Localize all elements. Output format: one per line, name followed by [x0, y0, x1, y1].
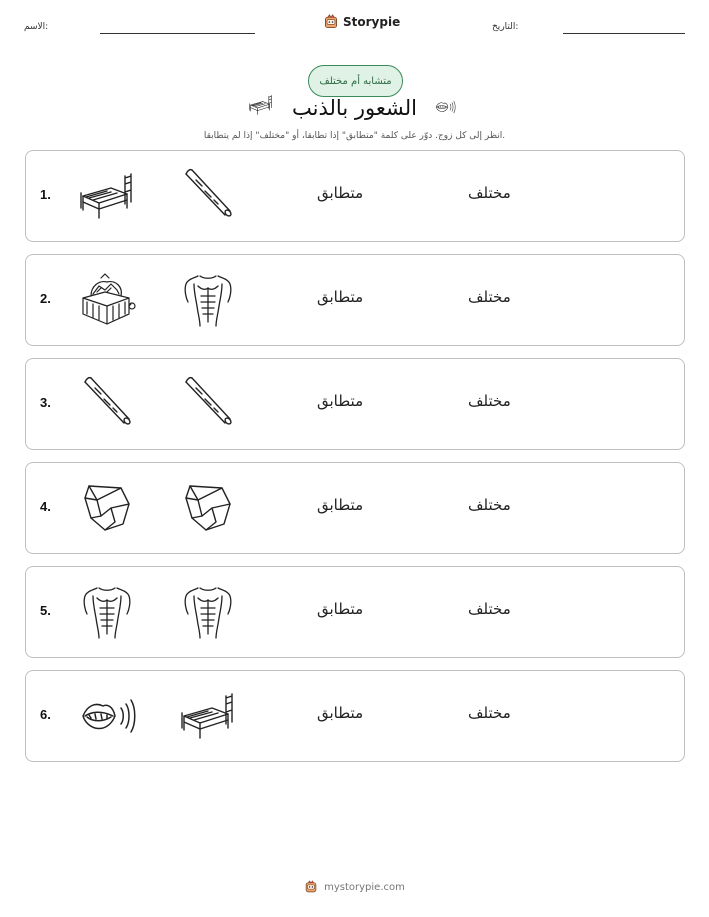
row-card	[25, 358, 685, 450]
activity-badge: متشابه أم مختلف	[308, 65, 403, 97]
torso-icon	[178, 582, 238, 642]
speaking-mouth-icon	[432, 96, 458, 118]
row-number: 5.	[40, 603, 51, 618]
page-title: الشعور بالذنب	[292, 96, 417, 120]
option-different[interactable]: مختلف	[468, 288, 511, 306]
toy-box-icon	[77, 270, 137, 330]
rock-icon	[77, 478, 137, 538]
torso-icon	[77, 582, 137, 642]
row-number: 3.	[40, 395, 51, 410]
bed-icon	[178, 686, 238, 746]
row-card	[25, 150, 685, 242]
brand-logo	[323, 14, 400, 30]
row-number: 1.	[40, 187, 51, 202]
brand-name: Storypie	[343, 15, 401, 29]
row-number: 2.	[40, 291, 51, 306]
storypie-logo-icon	[323, 14, 339, 30]
date-line[interactable]	[563, 33, 685, 34]
option-same[interactable]: متطابق	[317, 288, 364, 306]
option-same[interactable]: متطابق	[317, 392, 364, 410]
option-different[interactable]: مختلف	[468, 184, 511, 202]
option-same[interactable]: متطابق	[317, 184, 364, 202]
row-card	[25, 254, 685, 346]
footer	[0, 880, 709, 894]
speaking-mouth-icon	[77, 686, 137, 746]
option-same[interactable]: متطابق	[317, 600, 364, 618]
stick-icon	[178, 374, 238, 434]
name-label: الاسم:	[24, 22, 49, 32]
row-number: 6.	[40, 707, 51, 722]
row-card	[25, 670, 685, 762]
date-label: التاريخ:	[492, 22, 519, 32]
option-different[interactable]: مختلف	[468, 704, 511, 722]
torso-icon	[178, 270, 238, 330]
row-card	[25, 566, 685, 658]
stick-icon	[178, 166, 238, 226]
row-card	[25, 462, 685, 554]
stick-icon	[77, 374, 137, 434]
storypie-logo-icon	[304, 880, 318, 894]
rock-icon	[178, 478, 238, 538]
bed-icon	[77, 166, 137, 226]
instructions: انظر إلى كل زوج. دوّر على كلمة "متطابق" إذا تطابقا، أو "مختلف" إذا لم يتطابقا.	[203, 131, 506, 141]
footer-url[interactable]: mystorypie.com	[324, 881, 405, 893]
name-line[interactable]	[100, 33, 255, 34]
option-same[interactable]: متطابق	[317, 704, 364, 722]
row-number: 4.	[40, 499, 51, 514]
option-different[interactable]: مختلف	[468, 600, 511, 618]
option-same[interactable]: متطابق	[317, 496, 364, 514]
option-different[interactable]: مختلف	[468, 392, 511, 410]
option-different[interactable]: مختلف	[468, 496, 511, 514]
